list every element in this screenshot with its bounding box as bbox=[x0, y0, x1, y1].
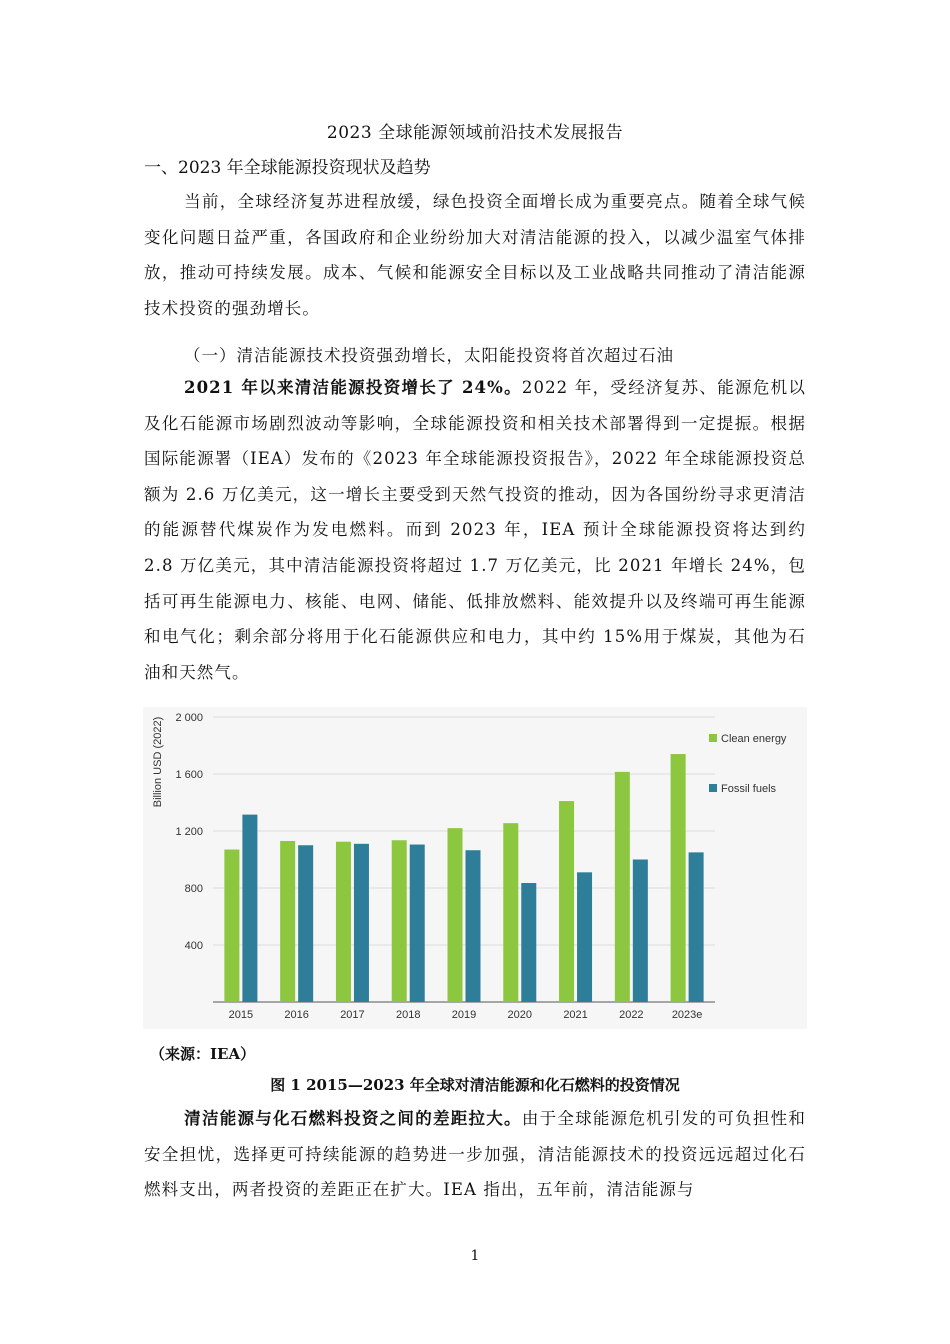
fossil-fuels-bar bbox=[633, 860, 648, 1003]
paragraph-investment-text: 2022 年，受经济复苏、能源危机以及化石能源市场剧烈波动等影响，全球能源投资和相关技术部署得到一定提振。根据国际能源署（IEA）发布的《2023 年全球能源投资报告》，2022 年全球能源投资总额为 2.6 万亿美元，这一增长主要受到天然气投资的推动，因为各国纷纷寻求更清洁的能源替代煤炭作为发电燃料。而到 2023 年，IEA 预计全球能源投资将达到约 2.8 万亿美元，其中清洁能源投资将超过 1.7 万亿美元，比 2021 年增长 24%，包括可再生能源电力、核能、电网、储能、低排放燃料、能效提升以及终端可再生能源和电气化；剩余部分将用于化石能源供应和电力，其中约 15%用于煤炭，其他为石油和天然气。 bbox=[144, 378, 806, 682]
paragraph-investment bbox=[144, 370, 806, 690]
legend-swatch bbox=[709, 734, 717, 742]
x-tick-label: 2016 bbox=[284, 1009, 309, 1021]
y-tick-label: 800 bbox=[184, 883, 203, 895]
paragraph-intro-text: 当前，全球经济复苏进程放缓，绿色投资全面增长成为重要亮点。随着全球气候变化问题日益严重，各国政府和企业纷纷加大对清洁能源的投入，以减少温室气体排放，推动可持续发展。成本、气候和能源安全目标以及工业战略共同推动了清洁能源技术投资的强劲增长。 bbox=[144, 192, 806, 318]
page-number: 1 bbox=[470, 1248, 480, 1264]
paragraph-gap-lead: 清洁能源与化石燃料投资之间的差距拉大。 bbox=[184, 1109, 522, 1128]
x-tick-label: 2023e bbox=[671, 1009, 703, 1021]
y-tick-label: 2 000 bbox=[175, 712, 203, 724]
document-title: 2023 全球能源领域前沿技术发展报告 bbox=[326, 123, 624, 143]
clean-energy-bar bbox=[615, 772, 630, 1002]
subheading: （一）清洁能源技术投资强劲增长，太阳能投资将首次超过石油 bbox=[184, 346, 674, 365]
x-tick-label: 2021 bbox=[563, 1009, 588, 1021]
figure-source: （来源：IEA） bbox=[150, 1045, 256, 1063]
legend-label: Fossil fuels bbox=[721, 783, 777, 795]
x-tick-label: 2022 bbox=[619, 1009, 644, 1021]
fossil-fuels-bar bbox=[521, 883, 536, 1002]
x-tick-label: 2019 bbox=[451, 1009, 477, 1021]
legend-swatch bbox=[709, 784, 717, 792]
x-tick-label: 2017 bbox=[340, 1009, 365, 1021]
fossil-fuels-bar bbox=[242, 815, 257, 1002]
figure-caption: 图 1 2015—2023 年全球对清洁能源和化石燃料的投资情况 bbox=[270, 1076, 680, 1094]
chart-svg bbox=[143, 707, 807, 1029]
clean-energy-bar bbox=[671, 754, 686, 1002]
fossil-fuels-bar bbox=[577, 872, 592, 1002]
x-tick-label: 2018 bbox=[395, 1009, 421, 1021]
fossil-fuels-bar bbox=[354, 844, 369, 1002]
clean-energy-bar bbox=[448, 828, 463, 1002]
fossil-fuels-bar bbox=[298, 845, 313, 1002]
clean-energy-bar bbox=[224, 850, 239, 1002]
clean-energy-bar bbox=[559, 801, 574, 1002]
x-tick-label: 2020 bbox=[507, 1009, 533, 1021]
fossil-fuels-bar bbox=[466, 850, 481, 1002]
x-tick-label: 2015 bbox=[228, 1009, 254, 1021]
paragraph-investment-lead: 2021 年以来清洁能源投资增长了 24%。 bbox=[184, 378, 522, 397]
paragraph-intro bbox=[144, 184, 806, 326]
fossil-fuels-bar bbox=[410, 845, 425, 1002]
fossil-fuels-bar bbox=[689, 852, 704, 1002]
legend-label: Clean energy bbox=[721, 733, 787, 745]
paragraph-gap bbox=[144, 1101, 806, 1208]
clean-energy-bar bbox=[392, 840, 407, 1002]
clean-energy-bar bbox=[503, 823, 518, 1002]
y-axis-label: Billion USD (2022) bbox=[152, 716, 164, 808]
investment-chart bbox=[143, 707, 807, 1029]
y-tick-label: 400 bbox=[184, 940, 203, 952]
clean-energy-bar bbox=[336, 842, 351, 1002]
clean-energy-bar bbox=[280, 841, 295, 1002]
paragraph-gap-text: 由于全球能源危机引发的可负担性和安全担忧，选择更可持续能源的趋势进一步加强，清洁能源技术的投资远远超过化石燃料支出，两者投资的差距正在扩大。IEA 指出，五年前，清洁能源与 bbox=[144, 1109, 806, 1200]
section-heading: 一、2023 年全球能源投资现状及趋势 bbox=[144, 158, 431, 178]
y-tick-label: 1 600 bbox=[175, 769, 203, 781]
y-tick-label: 1 200 bbox=[175, 826, 203, 838]
